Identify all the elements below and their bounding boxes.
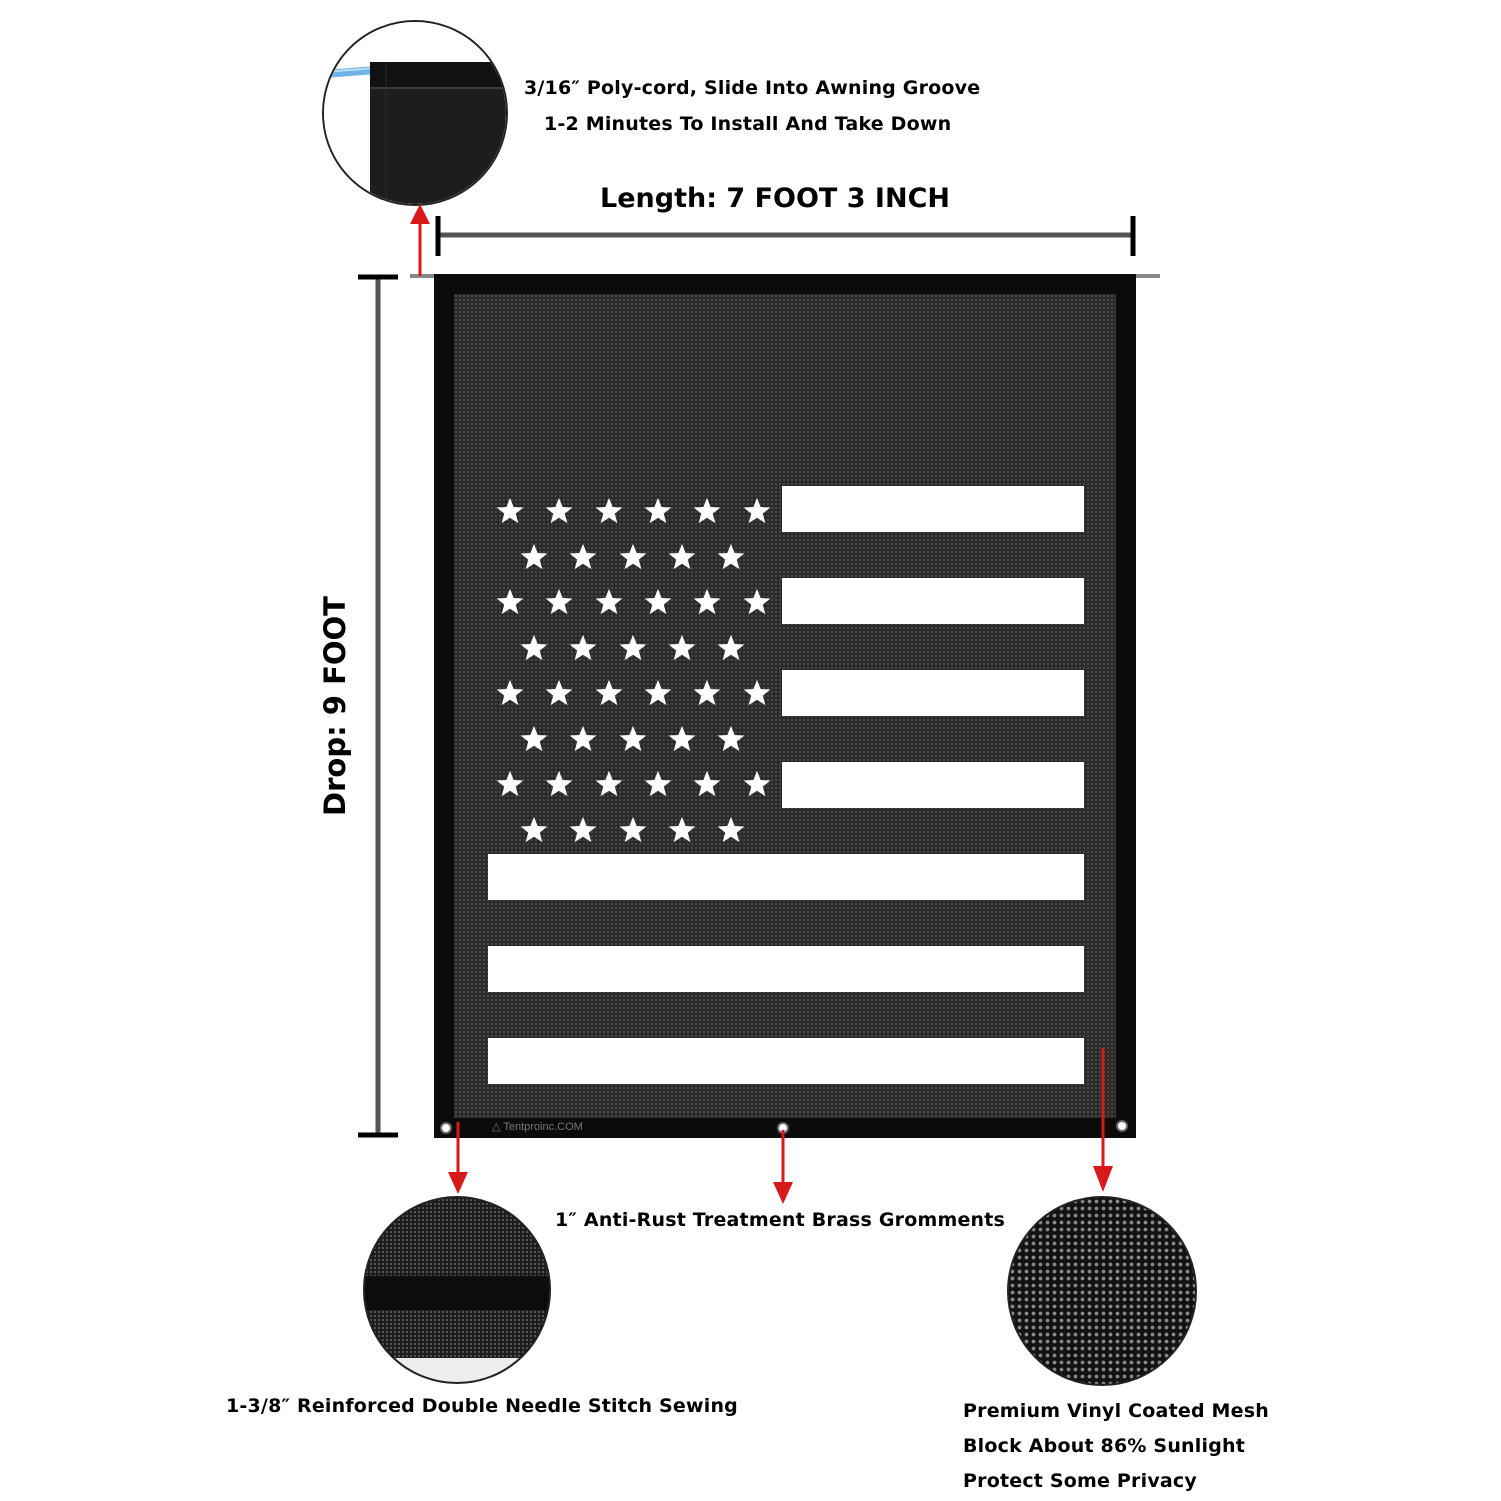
arrow-up-polycord — [410, 204, 430, 276]
mesh-caption-line3: Protect Some Privacy — [963, 1470, 1197, 1492]
arrow-down-stitch — [448, 1122, 468, 1194]
mesh-caption-line1: Premium Vinyl Coated Mesh — [963, 1400, 1269, 1422]
stitch-edge — [365, 1358, 551, 1384]
stitch-detail-circle — [363, 1196, 551, 1384]
mesh-caption-line2: Block About 86% Sunlight — [963, 1435, 1246, 1457]
tent-logo-icon: △ — [492, 1121, 501, 1133]
mesh-detail-circle — [1007, 1196, 1197, 1386]
stitch-band — [365, 1276, 551, 1310]
length-label: Length: 7 FOOT 3 INCH — [600, 183, 950, 214]
arrow-down-mesh — [1093, 1048, 1113, 1192]
polycord-caption-line2: 1-2 Minutes To Install And Take Down — [544, 113, 952, 135]
stitch-caption: 1-3/8″ Reinforced Double Needle Stitch Sewing — [226, 1395, 738, 1417]
grommets-caption: 1″ Anti-Rust Treatment Brass Gromments — [555, 1209, 1006, 1231]
arrow-down-grommet — [773, 1130, 793, 1204]
brand-watermark-text: Tentproinc.COM — [503, 1121, 583, 1133]
polycord-caption-line1: 3/16″ Poly-cord, Slide Into Awning Groove — [524, 77, 981, 99]
drop-label: Drop: 9 FOOT — [318, 596, 352, 816]
